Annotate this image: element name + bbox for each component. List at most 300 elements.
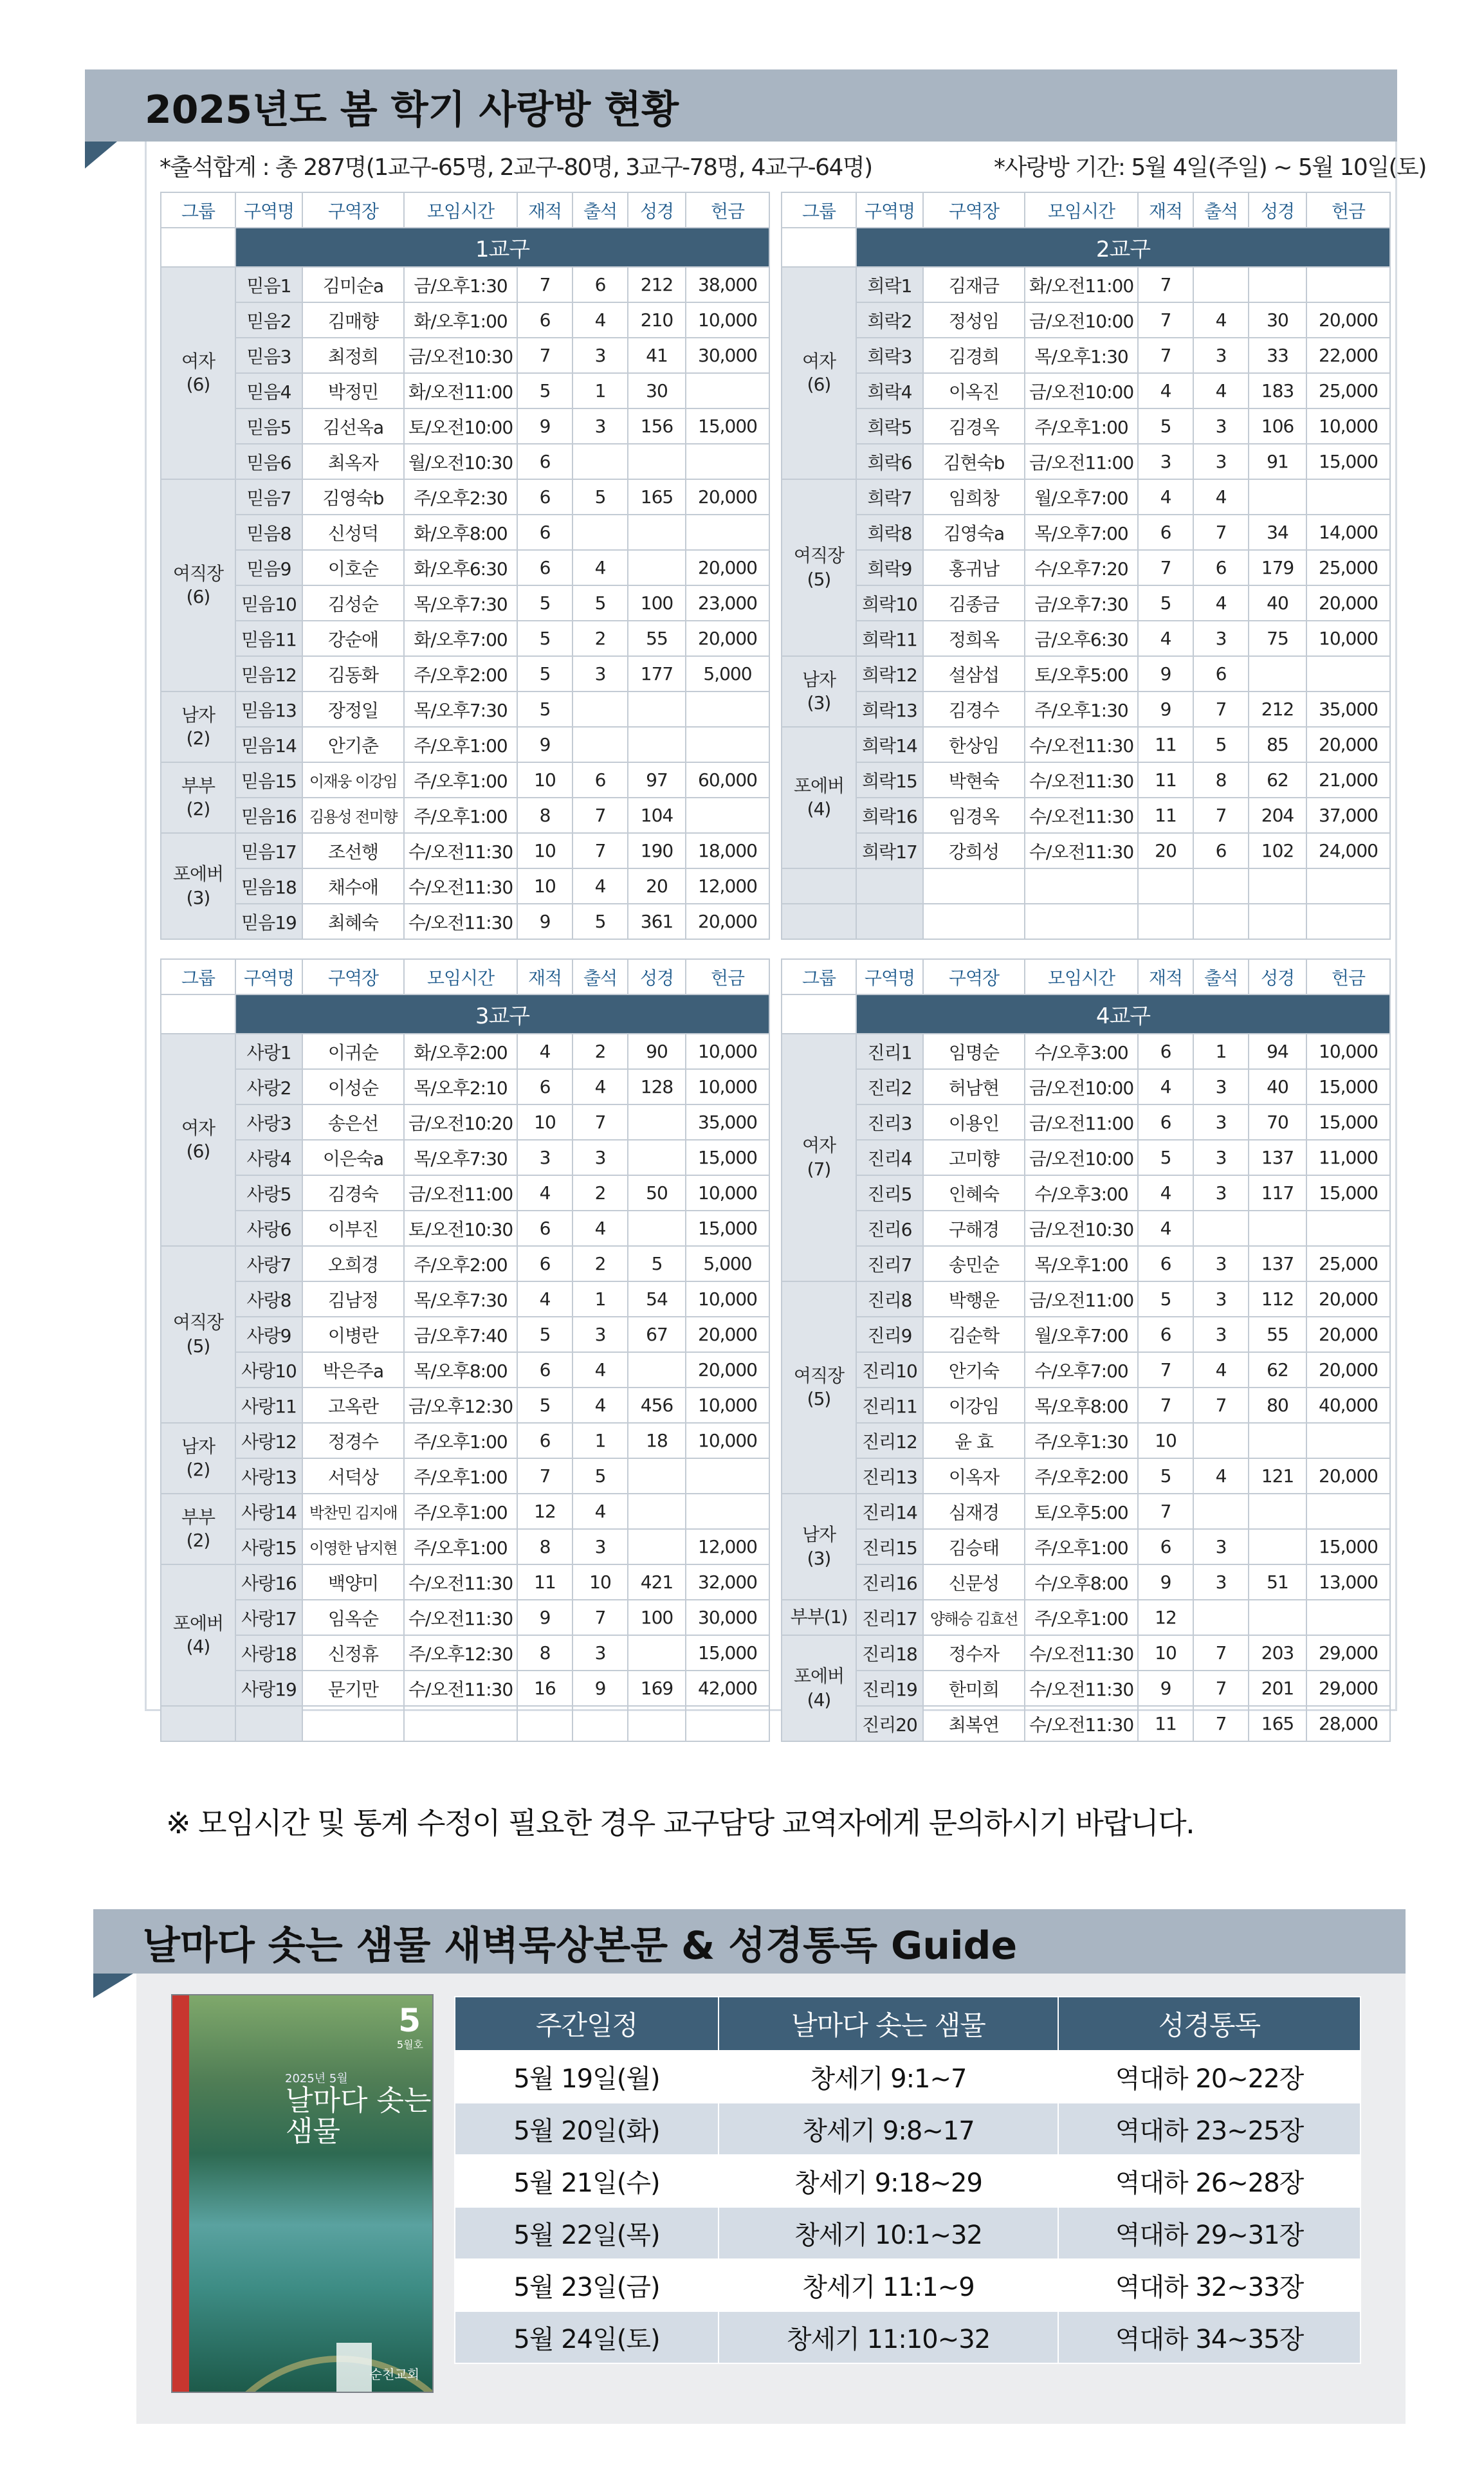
cell-leader: 김선옥a [302, 408, 404, 444]
cell-time: 목/오후7:30 [404, 1281, 517, 1317]
cell-offering: 15,000 [686, 1211, 769, 1246]
cell-leader: 김영숙b [302, 479, 404, 515]
cell-offering: 5,000 [686, 656, 769, 692]
cell-offering: 20,000 [686, 1317, 769, 1352]
cell-time: 수/오전11:30 [1025, 1706, 1138, 1741]
cell-offering: 20,000 [686, 550, 769, 585]
cell-leader: 박찬민 김지애 [302, 1494, 404, 1529]
guide-cell-schedule: 5월 20일(화) [455, 2103, 719, 2155]
cell-offering: 37,000 [1306, 798, 1390, 833]
cell-code: 진리14 [856, 1494, 923, 1529]
table-row [782, 1352, 1390, 1388]
cell-attended: 3 [1193, 1564, 1249, 1600]
cell-leader: 김동화 [302, 656, 404, 692]
cell-attended: 7 [1193, 1706, 1249, 1741]
cell-leader: 김영숙a [923, 515, 1025, 550]
cell-leader: 김매향 [302, 302, 404, 338]
cell-attended: 1 [573, 373, 628, 408]
table-row [161, 1317, 769, 1352]
cell-enrolled: 6 [517, 515, 573, 550]
cell-code: 사랑15 [235, 1529, 302, 1564]
table-row [161, 267, 769, 302]
cell-enrolled: 5 [517, 692, 573, 727]
group-cell [161, 1706, 235, 1741]
cell-enrolled: 12 [517, 1494, 573, 1529]
cell-code: 진리19 [856, 1671, 923, 1706]
table-row [161, 1281, 769, 1317]
table-row [161, 1140, 769, 1175]
cell-time: 목/오후1:30 [1025, 338, 1138, 373]
cell-bible [628, 1352, 686, 1388]
cell-offering: 10,000 [686, 1388, 769, 1423]
cell-leader [923, 868, 1025, 904]
cell-offering: 10,000 [686, 1034, 769, 1069]
table-row [782, 1317, 1390, 1352]
cell-code: 믿음6 [235, 444, 302, 479]
cell-attended: 4 [573, 302, 628, 338]
cell-offering: 20,000 [1306, 585, 1390, 621]
cell-code: 진리12 [856, 1423, 923, 1458]
cell-attended: 4 [573, 1211, 628, 1246]
cell-code: 희락2 [856, 302, 923, 338]
cell-attended [573, 692, 628, 727]
cell-enrolled [517, 1706, 573, 1741]
cell-enrolled: 9 [517, 1600, 573, 1635]
table-row [161, 585, 769, 621]
cell-offering: 18,000 [686, 833, 769, 868]
guide-cell-schedule: 5월 21일(수) [455, 2155, 719, 2207]
cell-enrolled: 7 [1138, 338, 1193, 373]
cell-attended: 6 [1193, 656, 1249, 692]
cell-time: 목/오후8:00 [1025, 1388, 1138, 1423]
cell-bible: 91 [1249, 444, 1306, 479]
district-table-3 [160, 958, 770, 1742]
cell-leader: 한상임 [923, 727, 1025, 762]
column-header-offering: 헌금 [686, 959, 769, 994]
cell-enrolled: 5 [517, 585, 573, 621]
district-banner-left [782, 994, 856, 1034]
cell-offering [686, 1458, 769, 1494]
cell-time: 주/오후12:30 [404, 1635, 517, 1671]
cell-time: 금/오전10:20 [404, 1104, 517, 1140]
cell-offering: 10,000 [686, 1175, 769, 1211]
cell-leader: 박은주a [302, 1352, 404, 1388]
cell-enrolled: 10 [517, 868, 573, 904]
cell-offering: 5,000 [686, 1246, 769, 1281]
cell-attended: 3 [573, 1140, 628, 1175]
cell-time: 주/오후2:30 [404, 479, 517, 515]
guide-row [455, 2155, 1360, 2207]
cell-enrolled: 7 [1138, 267, 1193, 302]
cell-enrolled: 9 [1138, 656, 1193, 692]
table-header-row [782, 192, 1390, 228]
table-row [782, 1175, 1390, 1211]
book-issue-number: 5 [398, 2002, 421, 2039]
cell-leader: 김현숙b [923, 444, 1025, 479]
column-header-attended: 출석 [573, 192, 628, 228]
table-row [782, 373, 1390, 408]
cell-leader: 송민순 [923, 1246, 1025, 1281]
cell-code: 믿음14 [235, 727, 302, 762]
cell-leader: 서덕상 [302, 1458, 404, 1494]
cell-attended: 6 [573, 762, 628, 798]
cell-attended [1193, 1423, 1249, 1458]
cell-code: 믿음3 [235, 338, 302, 373]
cell-attended: 5 [573, 585, 628, 621]
cell-attended: 4 [1193, 302, 1249, 338]
cell-offering: 20,000 [1306, 1317, 1390, 1352]
cell-attended: 3 [573, 408, 628, 444]
cell-bible: 201 [1249, 1671, 1306, 1706]
cell-code: 진리5 [856, 1175, 923, 1211]
table-row [782, 550, 1390, 585]
cell-code: 사랑14 [235, 1494, 302, 1529]
cell-offering: 10,000 [686, 1069, 769, 1104]
cell-leader: 박행운 [923, 1281, 1025, 1317]
cell-offering: 20,000 [1306, 727, 1390, 762]
table-row [782, 1635, 1390, 1671]
cell-leader: 구해경 [923, 1211, 1025, 1246]
cell-enrolled [1138, 904, 1193, 939]
column-header-enrolled: 재적 [1138, 959, 1193, 994]
cell-attended: 4 [1193, 585, 1249, 621]
cell-code: 사랑11 [235, 1388, 302, 1423]
cell-leader: 박정민 [302, 373, 404, 408]
cell-time: 수/오전11:30 [404, 1671, 517, 1706]
group-cell: 남자 (3) [782, 1494, 856, 1600]
table-row [782, 338, 1390, 373]
cell-time: 토/오전10:30 [404, 1211, 517, 1246]
cell-time: 금/오전10:30 [1025, 1211, 1138, 1246]
cell-offering: 12,000 [686, 868, 769, 904]
cell-enrolled: 12 [1138, 1600, 1193, 1635]
table-row [782, 1600, 1390, 1635]
cell-attended: 4 [1193, 1352, 1249, 1388]
cell-time: 금/오전11:00 [1025, 1281, 1138, 1317]
table-row [782, 1104, 1390, 1140]
cell-bible: 41 [628, 338, 686, 373]
cell-enrolled: 5 [1138, 1458, 1193, 1494]
cell-leader [302, 1706, 404, 1741]
cell-offering: 20,000 [686, 621, 769, 656]
cell-attended: 4 [1193, 479, 1249, 515]
cell-offering [686, 1706, 769, 1741]
cell-enrolled: 9 [517, 904, 573, 939]
cell-leader: 고옥란 [302, 1388, 404, 1423]
cell-offering: 40,000 [1306, 1388, 1390, 1423]
cell-offering: 20,000 [1306, 1458, 1390, 1494]
cell-offering [1306, 267, 1390, 302]
table-row [782, 1494, 1390, 1529]
cell-attended: 7 [573, 833, 628, 868]
cell-time: 주/오후1:00 [1025, 1529, 1138, 1564]
group-cell [782, 904, 856, 939]
cell-offering: 20,000 [1306, 1352, 1390, 1388]
cell-offering: 15,000 [686, 408, 769, 444]
cell-bible: 75 [1249, 621, 1306, 656]
cell-time: 수/오전11:30 [404, 1600, 517, 1635]
cell-time: 주/오후1:00 [1025, 1600, 1138, 1635]
guide-cell-devotional: 창세기 9:18~29 [719, 2155, 1058, 2207]
cell-offering: 20,000 [686, 479, 769, 515]
cell-attended: 7 [1193, 798, 1249, 833]
table-row [782, 727, 1390, 762]
table-row [782, 1388, 1390, 1423]
cell-time: 월/오후7:00 [1025, 1317, 1138, 1352]
group-cell: 여자 (6) [161, 267, 235, 479]
cell-code: 진리17 [856, 1600, 923, 1635]
cell-leader: 안기숙 [923, 1352, 1025, 1388]
group-cell: 포에버 (4) [782, 1635, 856, 1741]
group-cell: 부부 (2) [161, 1494, 235, 1564]
cell-enrolled: 10 [517, 833, 573, 868]
cell-code: 진리20 [856, 1706, 923, 1741]
cell-enrolled: 7 [517, 1458, 573, 1494]
column-header-leader: 구역장 [923, 959, 1025, 994]
cell-leader: 최복연 [923, 1706, 1025, 1741]
cell-time: 화/오후8:00 [404, 515, 517, 550]
table-row [782, 1706, 1390, 1741]
attendance-total: *출석합계 : 총 287명(1교구-65명, 2교구-80명, 3교구-78명, 4교구-64명) [160, 154, 872, 181]
cell-offering [1306, 1494, 1390, 1529]
cell-offering [686, 373, 769, 408]
cell-offering: 25,000 [1306, 373, 1390, 408]
cell-bible: 70 [1249, 1104, 1306, 1140]
cell-enrolled: 5 [1138, 585, 1193, 621]
cell-bible [628, 1529, 686, 1564]
table-row [161, 1706, 769, 1741]
cell-code: 희락4 [856, 373, 923, 408]
header-fold [85, 142, 117, 169]
cell-attended: 4 [573, 1069, 628, 1104]
cell-time: 토/오후5:00 [1025, 1494, 1138, 1529]
cell-offering: 10,000 [1306, 1034, 1390, 1069]
column-header-attended: 출석 [1193, 959, 1249, 994]
district-banner-left [161, 994, 235, 1034]
cell-attended: 7 [573, 1104, 628, 1140]
cell-enrolled: 6 [1138, 1104, 1193, 1140]
cell-offering: 35,000 [686, 1104, 769, 1140]
cell-time: 토/오전10:00 [404, 408, 517, 444]
cell-time: 화/오후6:30 [404, 550, 517, 585]
cell-offering: 10,000 [1306, 408, 1390, 444]
cell-bible: 421 [628, 1564, 686, 1600]
cell-bible: 128 [628, 1069, 686, 1104]
cell-leader: 이영한 남지현 [302, 1529, 404, 1564]
cell-attended: 1 [573, 1281, 628, 1317]
cell-code: 사랑18 [235, 1635, 302, 1671]
cell-bible: 456 [628, 1388, 686, 1423]
district-banner-row [782, 994, 1390, 1034]
cell-bible [628, 1140, 686, 1175]
table-row [161, 1494, 769, 1529]
cell-leader: 이호순 [302, 550, 404, 585]
cell-attended: 3 [573, 656, 628, 692]
cell-attended: 1 [573, 1423, 628, 1458]
cell-offering: 10,000 [686, 1281, 769, 1317]
cell-time: 수/오전11:30 [404, 1564, 517, 1600]
group-cell: 남자 (2) [161, 692, 235, 762]
guide-header-row [455, 1997, 1360, 2051]
group-cell [782, 868, 856, 904]
cell-bible: 50 [628, 1175, 686, 1211]
cell-bible: 190 [628, 833, 686, 868]
cell-bible [1249, 1211, 1306, 1246]
cell-time: 목/오후7:30 [404, 585, 517, 621]
cell-bible: 40 [1249, 585, 1306, 621]
guide-title: 날마다 솟는 샘물 새벽묵상본문 & 성경통독 Guide [143, 1923, 1018, 1968]
cell-leader: 이옥진 [923, 373, 1025, 408]
cell-enrolled: 3 [517, 1140, 573, 1175]
cell-time: 주/오후2:00 [404, 656, 517, 692]
cell-code: 진리6 [856, 1211, 923, 1246]
column-header-bible: 성경 [628, 959, 686, 994]
cell-time: 목/오후8:00 [404, 1352, 517, 1388]
cell-code: 희락12 [856, 656, 923, 692]
cell-leader: 박현숙 [923, 762, 1025, 798]
cell-code: 희락6 [856, 444, 923, 479]
table-row [161, 833, 769, 868]
cell-code: 사랑16 [235, 1564, 302, 1600]
cell-attended: 3 [1193, 1069, 1249, 1104]
guide-cell-schedule: 5월 22일(목) [455, 2207, 719, 2259]
cell-offering: 15,000 [686, 1140, 769, 1175]
cell-time: 주/오후1:00 [404, 798, 517, 833]
cell-code: 희락10 [856, 585, 923, 621]
church-logo: 순천교회 [369, 2367, 419, 2382]
cell-enrolled: 4 [1138, 1211, 1193, 1246]
table-row [161, 515, 769, 550]
cell-time: 화/오후7:00 [404, 621, 517, 656]
cell-bible: 100 [628, 1600, 686, 1635]
table-row [782, 302, 1390, 338]
cell-enrolled: 6 [517, 1352, 573, 1388]
cell-leader: 신정휴 [302, 1635, 404, 1671]
cell-offering [1306, 904, 1390, 939]
table-row [161, 1388, 769, 1423]
table-row [782, 904, 1390, 939]
cell-code: 진리11 [856, 1388, 923, 1423]
cell-leader: 김순학 [923, 1317, 1025, 1352]
table-row [161, 479, 769, 515]
cell-time: 금/오후1:30 [404, 267, 517, 302]
cell-attended [573, 727, 628, 762]
cell-leader: 한미희 [923, 1671, 1025, 1706]
cell-bible: 210 [628, 302, 686, 338]
table-row [161, 1069, 769, 1104]
cell-bible: 30 [628, 373, 686, 408]
cell-enrolled [1138, 868, 1193, 904]
cell-enrolled: 11 [1138, 1706, 1193, 1741]
column-header-code: 구역명 [235, 192, 302, 228]
cell-bible: 67 [628, 1317, 686, 1352]
cell-leader: 양해승 김효선 [923, 1600, 1025, 1635]
cell-code: 믿음7 [235, 479, 302, 515]
cell-code: 믿음12 [235, 656, 302, 692]
cell-leader: 강희성 [923, 833, 1025, 868]
group-cell: 부부 (2) [161, 762, 235, 833]
cell-leader: 신문성 [923, 1564, 1025, 1600]
page-title: 2025년도 봄 학기 사랑방 현황 [145, 87, 679, 133]
cell-enrolled: 8 [517, 1635, 573, 1671]
district-banner-row [161, 228, 769, 267]
cell-enrolled: 5 [517, 1317, 573, 1352]
cell-leader: 조선행 [302, 833, 404, 868]
cell-enrolled: 7 [1138, 1352, 1193, 1388]
cell-attended [573, 444, 628, 479]
cell-attended: 5 [1193, 727, 1249, 762]
cell-bible: 212 [1249, 692, 1306, 727]
cell-attended [1193, 267, 1249, 302]
cell-leader: 김경수 [923, 692, 1025, 727]
table-row [161, 1671, 769, 1706]
cell-enrolled: 5 [1138, 1140, 1193, 1175]
cell-enrolled: 6 [517, 444, 573, 479]
cell-code: 희락16 [856, 798, 923, 833]
table-row [161, 408, 769, 444]
cell-attended [1193, 868, 1249, 904]
cell-bible: 80 [1249, 1388, 1306, 1423]
table-header-row [161, 192, 769, 228]
cell-time: 수/오전11:30 [404, 868, 517, 904]
cell-attended: 1 [1193, 1034, 1249, 1069]
cell-attended: 7 [1193, 692, 1249, 727]
guide-cell-devotional: 창세기 10:1~32 [719, 2207, 1058, 2259]
cell-offering [1306, 1600, 1390, 1635]
column-header-offering: 헌금 [686, 192, 769, 228]
table-row [161, 727, 769, 762]
column-header-time: 모임시간 [1025, 192, 1138, 228]
cell-leader: 김미순a [302, 267, 404, 302]
group-cell: 여직장 (5) [782, 1281, 856, 1494]
cell-code: 희락1 [856, 267, 923, 302]
cell-enrolled: 5 [1138, 408, 1193, 444]
cell-leader: 홍귀남 [923, 550, 1025, 585]
guide-cell-devotional: 창세기 9:8~17 [719, 2103, 1058, 2155]
cell-bible: 90 [628, 1034, 686, 1069]
cell-time: 주/오후2:00 [404, 1246, 517, 1281]
table-row [782, 798, 1390, 833]
table-row [161, 1635, 769, 1671]
cell-bible: 102 [1249, 833, 1306, 868]
cell-leader: 임옥순 [302, 1600, 404, 1635]
table-row [161, 1211, 769, 1246]
cell-time: 화/오후2:00 [404, 1034, 517, 1069]
table-row [161, 1352, 769, 1388]
cell-offering: 21,000 [1306, 762, 1390, 798]
cell-time: 주/오후1:00 [404, 762, 517, 798]
table-row [161, 1423, 769, 1458]
cell-bible: 104 [628, 798, 686, 833]
cell-attended [573, 515, 628, 550]
column-header-time: 모임시간 [404, 192, 517, 228]
cell-attended: 3 [1193, 1281, 1249, 1317]
cell-time: 금/오후6:30 [1025, 621, 1138, 656]
cell-leader: 이성순 [302, 1069, 404, 1104]
cell-bible [628, 1706, 686, 1741]
cell-code: 희락9 [856, 550, 923, 585]
cell-attended: 2 [573, 1034, 628, 1069]
cell-bible: 85 [1249, 727, 1306, 762]
cell-offering: 20,000 [686, 904, 769, 939]
cell-enrolled: 9 [517, 408, 573, 444]
cell-offering: 22,000 [1306, 338, 1390, 373]
cell-time: 주/오후1:00 [404, 727, 517, 762]
cell-code: 진리15 [856, 1529, 923, 1564]
table-row [161, 1529, 769, 1564]
cell-time: 주/오후1:00 [404, 1494, 517, 1529]
cell-leader: 심재경 [923, 1494, 1025, 1529]
